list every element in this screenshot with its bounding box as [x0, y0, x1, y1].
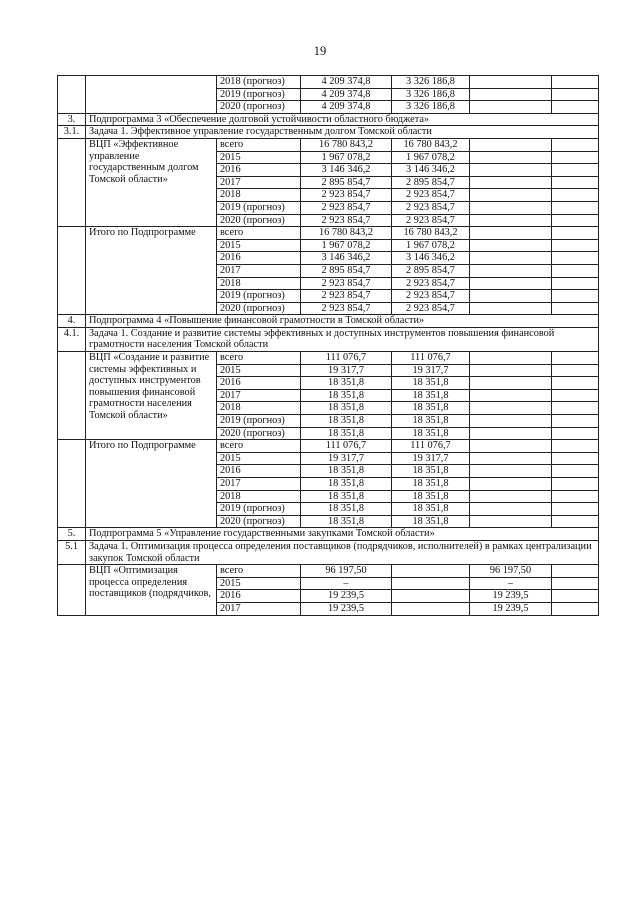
total-cell: 1 967 078,2: [301, 151, 392, 164]
budget-cell: 2 923 854,7: [392, 189, 470, 202]
empty-cell: [552, 402, 599, 415]
other-cell: [470, 452, 552, 465]
other-cell: [470, 264, 552, 277]
budget-cell: 18 351,8: [392, 503, 470, 516]
empty-cell: [552, 465, 599, 478]
other-cell: [470, 277, 552, 290]
total-cell: 2 923 854,7: [301, 189, 392, 202]
total-cell: 2 895 854,7: [301, 264, 392, 277]
other-cell: [470, 189, 552, 202]
total-cell: 16 780 843,2: [301, 138, 392, 151]
page-number: 19: [313, 44, 327, 58]
empty-cell: [552, 176, 599, 189]
empty-cell: [552, 515, 599, 528]
section-number: 4.: [58, 315, 86, 328]
year-cell: 2019 (прогноз): [217, 503, 301, 516]
year-cell: 2015: [217, 151, 301, 164]
other-cell: [470, 302, 552, 315]
empty-cell: [552, 490, 599, 503]
task-row: [58, 327, 599, 351]
other-cell: –: [470, 577, 552, 590]
budget-cell: [392, 602, 470, 615]
budget-cell: 2 923 854,7: [392, 302, 470, 315]
section-title: Подпрограмма 5 «Управление государственными закупками Томской области»: [86, 528, 599, 541]
total-cell: 18 351,8: [301, 415, 392, 428]
other-cell: [470, 151, 552, 164]
year-cell: 2018 (прогноз): [217, 76, 301, 89]
year-cell: 2016: [217, 377, 301, 390]
task-row: [58, 540, 599, 564]
empty-cell: [552, 452, 599, 465]
empty-cell: [552, 277, 599, 290]
year-cell: 2017: [217, 389, 301, 402]
program-name: ВЦП «Оптимизация процесса определения поставщиков (подрядчиков,: [86, 565, 217, 615]
total-cell: 18 351,8: [301, 389, 392, 402]
other-cell: [470, 214, 552, 227]
year-cell: всего: [217, 352, 301, 365]
total-cell: 18 351,8: [301, 427, 392, 440]
empty-cell: [552, 565, 599, 578]
year-cell: 2019 (прогноз): [217, 415, 301, 428]
table-row: [58, 227, 599, 240]
year-cell: 2015: [217, 239, 301, 252]
num-cell: [58, 76, 86, 114]
total-cell: 18 351,8: [301, 377, 392, 390]
budget-cell: 18 351,8: [392, 389, 470, 402]
other-cell: [470, 101, 552, 114]
section-number: 5.: [58, 528, 86, 541]
budget-cell: 19 317,7: [392, 452, 470, 465]
budget-cell: [392, 590, 470, 603]
budget-cell: 18 351,8: [392, 465, 470, 478]
table-row: [58, 565, 599, 578]
budget-cell: 16 780 843,2: [392, 227, 470, 240]
total-cell: 19 317,7: [301, 452, 392, 465]
total-cell: 96 197,50: [301, 565, 392, 578]
num-cell: [58, 227, 86, 315]
section-row: [58, 315, 599, 328]
task-title: Задача 1. Создание и развитие системы эффективных и доступных инструментов повышения финансовой грамотности населения Томской области: [86, 327, 599, 351]
other-cell: [470, 402, 552, 415]
budget-cell: [392, 565, 470, 578]
empty-cell: [552, 302, 599, 315]
total-cell: 2 923 854,7: [301, 214, 392, 227]
other-cell: [470, 88, 552, 101]
empty-cell: [552, 427, 599, 440]
other-cell: [470, 377, 552, 390]
budget-cell: 3 326 186,8: [392, 101, 470, 114]
task-row: [58, 126, 599, 139]
empty-cell: [552, 264, 599, 277]
other-cell: [470, 515, 552, 528]
num-cell: [58, 440, 86, 528]
other-cell: [470, 465, 552, 478]
budget-cell: 1 967 078,2: [392, 239, 470, 252]
total-cell: 18 351,8: [301, 490, 392, 503]
budget-cell: 18 351,8: [392, 478, 470, 491]
empty-cell: [552, 201, 599, 214]
empty-cell: [552, 577, 599, 590]
other-cell: 96 197,50: [470, 565, 552, 578]
total-cell: 19 239,5: [301, 602, 392, 615]
total-cell: 4 209 374,8: [301, 76, 392, 89]
year-cell: 2018: [217, 402, 301, 415]
budget-cell: [392, 577, 470, 590]
total-cell: 3 146 346,2: [301, 164, 392, 177]
other-cell: [470, 138, 552, 151]
empty-cell: [552, 602, 599, 615]
year-cell: 2020 (прогноз): [217, 515, 301, 528]
other-cell: [470, 503, 552, 516]
budget-cell: 16 780 843,2: [392, 138, 470, 151]
empty-cell: [552, 88, 599, 101]
empty-cell: [552, 389, 599, 402]
year-cell: 2018: [217, 189, 301, 202]
year-cell: 2019 (прогноз): [217, 88, 301, 101]
budget-cell: 2 923 854,7: [392, 277, 470, 290]
other-cell: [470, 478, 552, 491]
total-cell: 18 351,8: [301, 465, 392, 478]
total-cell: 19 239,5: [301, 590, 392, 603]
other-cell: [470, 490, 552, 503]
year-cell: 2015: [217, 452, 301, 465]
budget-cell: 18 351,8: [392, 415, 470, 428]
year-cell: 2018: [217, 490, 301, 503]
year-cell: 2017: [217, 602, 301, 615]
total-cell: 3 146 346,2: [301, 252, 392, 265]
table-row: [58, 76, 599, 89]
empty-cell: [552, 290, 599, 303]
task-title: Задача 1. Эффективное управление государственным долгом Томской области: [86, 126, 599, 139]
budget-cell: 3 146 346,2: [392, 164, 470, 177]
budget-cell: 2 923 854,7: [392, 290, 470, 303]
task-title: Задача 1. Оптимизация процесса определения поставщиков (подрядчиков, исполнителей) в рамках централизации закупок Томской области: [86, 540, 599, 564]
budget-cell: 18 351,8: [392, 515, 470, 528]
total-cell: 16 780 843,2: [301, 227, 392, 240]
budget-cell: 18 351,8: [392, 490, 470, 503]
total-cell: 18 351,8: [301, 402, 392, 415]
total-cell: 2 923 854,7: [301, 277, 392, 290]
section-title: Подпрограмма 3 «Обеспечение долговой устойчивости областного бюджета»: [86, 113, 599, 126]
other-cell: 19 239,5: [470, 590, 552, 603]
section-row: [58, 113, 599, 126]
total-cell: 2 923 854,7: [301, 290, 392, 303]
empty-cell: [552, 101, 599, 114]
budget-cell: 2 895 854,7: [392, 264, 470, 277]
budget-cell: 18 351,8: [392, 377, 470, 390]
section-title: Подпрограмма 4 «Повышение финансовой грамотности в Томской области»: [86, 315, 599, 328]
total-cell: 4 209 374,8: [301, 88, 392, 101]
empty-cell: [552, 227, 599, 240]
total-cell: 111 076,7: [301, 440, 392, 453]
budget-cell: 3 326 186,8: [392, 88, 470, 101]
total-cell: 18 351,8: [301, 515, 392, 528]
total-cell: 4 209 374,8: [301, 101, 392, 114]
num-cell: [58, 352, 86, 440]
year-cell: всего: [217, 565, 301, 578]
empty-cell: [552, 440, 599, 453]
year-cell: 2017: [217, 264, 301, 277]
year-cell: 2020 (прогноз): [217, 101, 301, 114]
budget-cell: 3 326 186,8: [392, 76, 470, 89]
section-number: 3.: [58, 113, 86, 126]
empty-cell: [552, 352, 599, 365]
total-cell: 19 317,7: [301, 364, 392, 377]
budget-cell: 19 317,7: [392, 364, 470, 377]
other-cell: [470, 352, 552, 365]
task-number: 3.1.: [58, 126, 86, 139]
other-cell: [470, 201, 552, 214]
year-cell: всего: [217, 138, 301, 151]
year-cell: 2016: [217, 252, 301, 265]
year-cell: 2019 (прогноз): [217, 290, 301, 303]
name-cell: [86, 76, 217, 114]
year-cell: 2020 (прогноз): [217, 214, 301, 227]
other-cell: [470, 252, 552, 265]
empty-cell: [552, 478, 599, 491]
empty-cell: [552, 239, 599, 252]
budget-cell: 1 967 078,2: [392, 151, 470, 164]
year-cell: всего: [217, 440, 301, 453]
empty-cell: [552, 214, 599, 227]
total-cell: 18 351,8: [301, 503, 392, 516]
year-cell: 2017: [217, 176, 301, 189]
task-number: 5.1: [58, 540, 86, 564]
year-cell: 2016: [217, 590, 301, 603]
budget-cell: 111 076,7: [392, 440, 470, 453]
budget-table: [57, 75, 599, 616]
other-cell: [470, 427, 552, 440]
empty-cell: [552, 151, 599, 164]
year-cell: 2020 (прогноз): [217, 427, 301, 440]
empty-cell: [552, 189, 599, 202]
empty-cell: [552, 364, 599, 377]
other-cell: [470, 290, 552, 303]
program-name: ВЦП «Эффективное управление государственным долгом Томской области»: [86, 138, 217, 226]
other-cell: 19 239,5: [470, 602, 552, 615]
empty-cell: [552, 377, 599, 390]
other-cell: [470, 364, 552, 377]
num-cell: [58, 138, 86, 226]
year-cell: 2019 (прогноз): [217, 201, 301, 214]
year-cell: 2017: [217, 478, 301, 491]
other-cell: [470, 76, 552, 89]
year-cell: 2015: [217, 577, 301, 590]
year-cell: 2018: [217, 277, 301, 290]
program-name: Итого по Подпрограмме: [86, 440, 217, 528]
program-name: Итого по Подпрограмме: [86, 227, 217, 315]
budget-cell: 18 351,8: [392, 402, 470, 415]
other-cell: [470, 415, 552, 428]
budget-cell: 2 923 854,7: [392, 214, 470, 227]
year-cell: 2016: [217, 164, 301, 177]
empty-cell: [552, 415, 599, 428]
total-cell: 1 967 078,2: [301, 239, 392, 252]
budget-cell: 2 923 854,7: [392, 201, 470, 214]
empty-cell: [552, 76, 599, 89]
budget-cell: 2 895 854,7: [392, 176, 470, 189]
empty-cell: [552, 503, 599, 516]
year-cell: 2015: [217, 364, 301, 377]
year-cell: 2020 (прогноз): [217, 302, 301, 315]
table-row: [58, 138, 599, 151]
empty-cell: [552, 590, 599, 603]
year-cell: 2016: [217, 465, 301, 478]
task-number: 4.1.: [58, 327, 86, 351]
budget-cell: 18 351,8: [392, 427, 470, 440]
total-cell: 2 923 854,7: [301, 201, 392, 214]
other-cell: [470, 164, 552, 177]
table-row: [58, 440, 599, 453]
budget-cell: 3 146 346,2: [392, 252, 470, 265]
total-cell: 2 923 854,7: [301, 302, 392, 315]
other-cell: [470, 176, 552, 189]
total-cell: 2 895 854,7: [301, 176, 392, 189]
empty-cell: [552, 138, 599, 151]
budget-cell: 111 076,7: [392, 352, 470, 365]
other-cell: [470, 440, 552, 453]
other-cell: [470, 239, 552, 252]
year-cell: всего: [217, 227, 301, 240]
total-cell: 111 076,7: [301, 352, 392, 365]
empty-cell: [552, 164, 599, 177]
other-cell: [470, 227, 552, 240]
num-cell: [58, 565, 86, 615]
total-cell: 18 351,8: [301, 478, 392, 491]
other-cell: [470, 389, 552, 402]
section-row: [58, 528, 599, 541]
program-name: ВЦП «Создание и развитие системы эффективных и доступных инструментов повышения финансовой грамотности населения Томской области»: [86, 352, 217, 440]
table-row: [58, 352, 599, 365]
total-cell: –: [301, 577, 392, 590]
empty-cell: [552, 252, 599, 265]
